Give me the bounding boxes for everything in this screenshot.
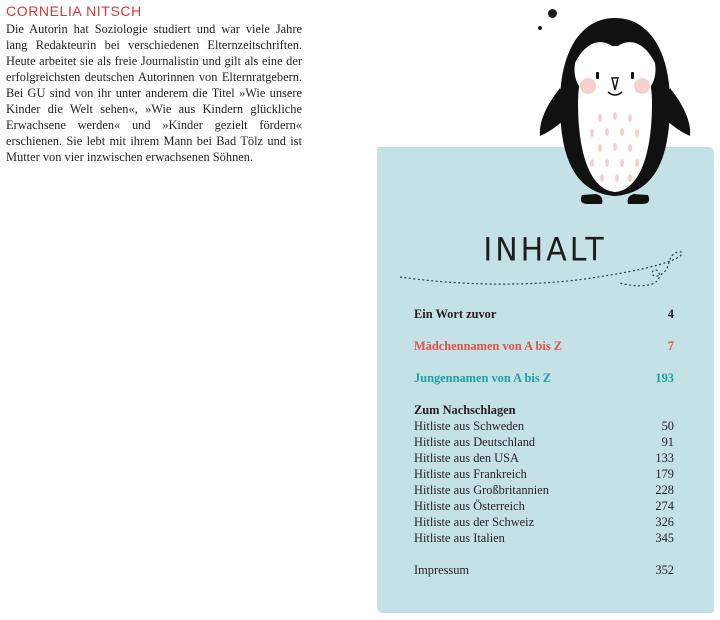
toc-entry-page: 179 [655,467,674,481]
toc-section-heading [414,402,674,418]
toc-entry[interactable] [414,418,674,434]
toc-entry-page: 133 [655,451,674,465]
toc-entry-label: Jungennamen von A bis Z [414,371,552,385]
toc-entry[interactable] [414,434,674,450]
toc-entry-page: 352 [655,563,674,577]
toc-entry-label: Hitliste aus Deutschland [414,435,536,449]
toc-entry-page: 4 [667,307,674,321]
penguin-illustration [530,8,700,208]
toc-entry-label: Hitliste aus Italien [414,531,505,545]
toc-entry[interactable] [414,338,674,354]
toc-entry[interactable] [414,498,674,514]
toc-entry-label: Hitliste aus Österreich [414,499,525,513]
toc-entry-label: Hitliste aus Schweden [414,419,525,433]
author-bio: Die Autorin hat Soziologie studiert und war viele Jahre lang Redakteurin bei verschiedenen Elternzeitschriften. Heute arbeitet sie als freie Journalistin und gilt als eine der erfolgreichsten deutschen Autorinnen von Elternratgebern. Bei GU sind von ihr unter anderem die Titel »Wie unsere Kinder die Welt sehen«, »Wie aus Kindern glückliche Erwachsene werden« und »Kinder gezielt fördern« erschienen. Sie lebt mit ihrem Mann bei Bad Tölz und ist Mutter von vier inzwischen erwachsenen Söhnen. [6,22,302,164]
toc-entry-label: Hitliste aus der Schweiz [414,515,535,529]
decorative-swirl [395,245,695,295]
toc-entry-page: 50 [661,419,674,433]
toc-entry-page: 274 [655,499,674,513]
toc-entry-page: 91 [661,435,674,449]
toc-entry[interactable] [414,370,674,386]
toc-entry-label: Mädchennamen von A bis Z [414,339,563,353]
toc-entry[interactable] [414,306,674,322]
toc-entry-label: Hitliste aus Großbritannien [414,483,549,497]
toc-entry[interactable] [414,450,674,466]
toc-entry[interactable] [414,466,674,482]
toc-entry[interactable] [414,562,674,578]
toc-entry-page: 326 [655,515,674,529]
toc-entry[interactable] [414,514,674,530]
author-section [6,3,302,165]
toc-entry-label: Ein Wort zuvor [414,307,497,321]
toc-entry-label: Zum Nachschlagen [414,403,516,417]
author-name: CORNELIA NITSCH [6,3,142,19]
toc-entry-page: 7 [667,339,674,353]
toc-title-text: INHALT [483,231,607,270]
toc-entry-page: 228 [655,483,674,497]
toc-entry-page: 193 [655,371,674,385]
toc-entry[interactable] [414,482,674,498]
toc-entry-page: 345 [655,531,674,545]
toc-entry-label: Impressum [414,563,470,577]
toc-entry-label: Hitliste aus Frankreich [414,467,527,481]
toc-entry-label: Hitliste aus den USA [414,451,519,465]
toc-entry[interactable] [414,530,674,546]
